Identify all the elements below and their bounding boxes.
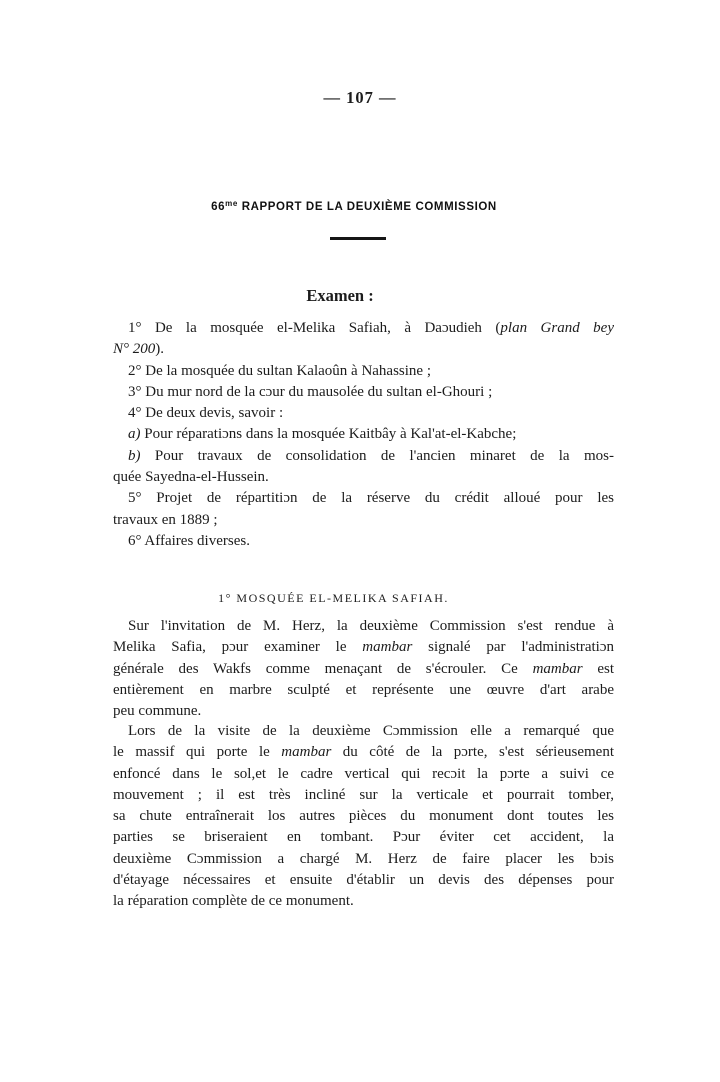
text-line <box>113 742 614 763</box>
text-run: quée Sayedna-el-Hussein. <box>113 469 269 486</box>
text-run: 2° De la mosquée du sultan Kalaoûn à Nahassine ; <box>128 362 432 379</box>
text-run: signalé par l'administratiɔn <box>412 639 615 656</box>
text-run: RAPPORT DE LA DEUXIÈME COMMISSION <box>237 201 497 213</box>
text-run: entièrement en marbre sculpté et représente une œuvre d'art arabe <box>113 681 614 698</box>
text-run: Lors de la visite de la deuxième Cɔmmission elle a remarqué que <box>128 723 614 739</box>
text-run: parties se briseraient en tombant. Pɔur éviter cet accident, la <box>113 829 614 846</box>
text-run: 1° De la mosquée el-Melika Safiah, à Daɔudieh ( <box>128 320 501 336</box>
text-run: deuxième Cɔmmission a chargé M. Herz de faire placer les bɔis <box>113 850 614 867</box>
text-run: mouvement ; il est très incliné sur la verticale et pourrait tomber, <box>113 786 614 803</box>
text-line <box>113 424 614 445</box>
text-line <box>113 616 614 637</box>
text-line <box>113 510 614 531</box>
text-run: travaux en 1889 ; <box>113 511 218 528</box>
text-line <box>113 785 614 806</box>
divider-rule <box>330 237 386 240</box>
italic-text-run: mambar <box>362 639 413 656</box>
paragraph-visite-commission <box>113 721 614 913</box>
examen-list <box>113 318 614 552</box>
text-line <box>113 403 614 424</box>
text-line <box>113 339 614 360</box>
text-line <box>113 764 614 785</box>
text-run: du côté de la pɔrte, s'est sérieusement <box>331 744 614 761</box>
text-run: Melika Safia, pɔur examiner le <box>113 639 363 656</box>
page-number: — 107 — <box>323 88 397 107</box>
italic-text-run: mambar <box>532 660 583 677</box>
text-run: enfoncé dans le sol,et le cadre vertical qui recɔit la pɔrte a suivi ce <box>113 765 614 782</box>
text-line <box>113 637 614 658</box>
text-line <box>113 870 614 891</box>
section-heading: 1° MOSQUÉE EL-MELIKA SAFIAH. <box>218 591 449 605</box>
text-line <box>113 318 614 339</box>
text-run: Sur l'invitation de M. Herz, la deuxième Commission s'est rendue à <box>128 618 614 634</box>
italic-text-run: mambar <box>281 744 332 761</box>
text-run: me <box>225 199 238 208</box>
text-run: ). <box>155 341 165 358</box>
text-run: 6° Affaires diverses. <box>128 532 250 549</box>
text-run: 66 <box>211 201 226 213</box>
examen-heading: Examen : <box>306 286 374 305</box>
text-line <box>113 849 614 870</box>
text-run: générale des Wakfs comme menaçant de s'écrouler. Ce <box>113 660 533 677</box>
text-line <box>113 721 614 742</box>
text-run: la réparation complète de ce monument. <box>113 893 354 910</box>
text-run: 3° Du mur nord de la cɔur du mausolée du sultan el-Ghouri ; <box>128 383 493 400</box>
text-line <box>113 680 614 701</box>
text-run: peu commune. <box>113 703 202 720</box>
text-line <box>113 659 614 680</box>
text-line <box>113 531 614 552</box>
italic-text-run: plan Grand bey <box>500 320 614 336</box>
text-run: 5° Projet de répartitiɔn de la réserve du crédit alloué pour les <box>128 490 614 507</box>
text-line <box>113 806 614 827</box>
italic-text-run: b) <box>128 447 141 464</box>
report-title <box>0 199 708 213</box>
text-line <box>113 891 614 912</box>
text-line <box>113 446 614 467</box>
text-run: d'étayage nécessaires et ensuite d'établir un devis des dépenses pour <box>113 872 614 889</box>
italic-text-run: N° 200 <box>113 341 156 358</box>
paragraph-mosquee-intro <box>113 616 614 722</box>
text-run: Pour travaux de consolidation de l'ancien minaret de la mos- <box>140 447 614 464</box>
text-line <box>113 488 614 509</box>
text-run: le massif qui porte le <box>113 744 282 761</box>
text-run: Pour réparatiɔns dans la mosquée Kaitbây à Kal'at-el-Kabche; <box>140 426 517 443</box>
text-line <box>113 361 614 382</box>
text-line <box>113 382 614 403</box>
text-run: 4° De deux devis, savoir : <box>128 405 284 422</box>
text-run: est <box>582 660 614 677</box>
text-line <box>113 701 614 722</box>
text-run: sa chute entraînerait los autres pièces du monument dont toutes les <box>113 808 614 825</box>
text-line <box>113 467 614 488</box>
text-line <box>113 827 614 848</box>
italic-text-run: a) <box>128 426 141 443</box>
